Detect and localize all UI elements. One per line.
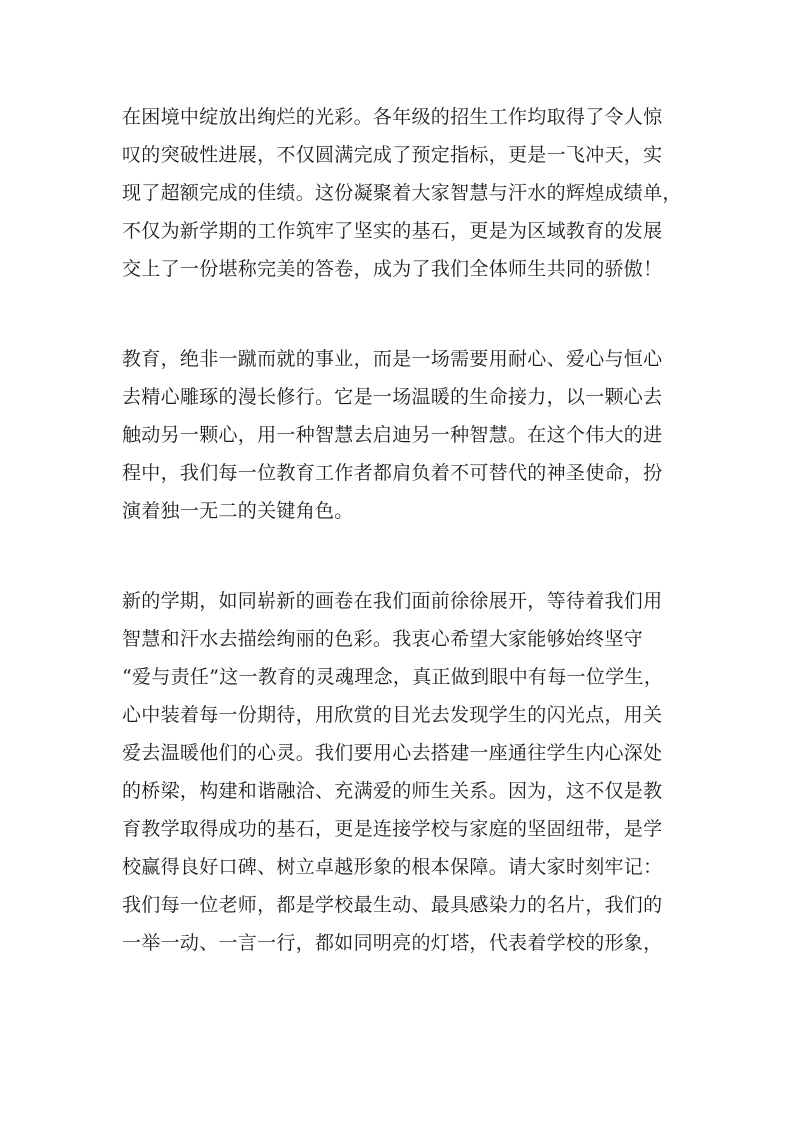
text-line: 交上了一份堪称完美的答卷，成为了我们全体师生共同的骄傲！ <box>122 258 663 280</box>
text-line: 校赢得良好口碑、树立卓越形象的根本保障。请大家时刻牢记： <box>122 856 663 878</box>
text-line: 触动另一颗心，用一种智慧去启迪另一种智慧。在这个伟大的进 <box>122 424 663 446</box>
text-line: 一举一动、一言一行，都如同明亮的灯塔，代表着学校的形象， <box>122 932 663 954</box>
text-line: 心中装着每一份期待，用欣赏的目光去发现学生的闪光点，用关 <box>122 704 663 726</box>
text-line: 我们每一位老师，都是学校最生动、最具感染力的名片，我们的 <box>122 894 663 916</box>
text-line: 不仅为新学期的工作筑牢了坚实的基石，更是为区域教育的发展 <box>122 220 663 242</box>
text-line: 爱去温暖他们的心灵。我们要用心去搭建一座通往学生内心深处 <box>122 742 663 764</box>
text-line: 新的学期，如同崭新的画卷在我们面前徐徐展开，等待着我们用 <box>122 590 663 612</box>
text-line: 现了超额完成的佳绩。这份凝聚着大家智慧与汗水的辉煌成绩单， <box>122 182 682 204</box>
text-line: 的桥梁，构建和谐融洽、充满爱的师生关系。因为，这不仅是教 <box>122 780 663 802</box>
text-line: 智慧和汗水去描绘绚丽的色彩。我衷心希望大家能够始终坚守 <box>122 628 644 650</box>
text-line: 去精心雕琢的漫长修行。它是一场温暖的生命接力，以一颗心去 <box>122 386 663 408</box>
text-line: 教育，绝非一蹴而就的事业，而是一场需要用耐心、爱心与恒心 <box>122 348 663 370</box>
text-line: 育教学取得成功的基石，更是连接学校与家庭的坚固纽带，是学 <box>122 818 663 840</box>
paragraph-spacer <box>122 288 682 340</box>
text-line: 在困境中绽放出绚烂的光彩。各年级的招生工作均取得了令人惊 <box>122 106 663 128</box>
paragraph-3 <box>122 582 682 962</box>
text-line: 程中，我们每一位教育工作者都肩负着不可替代的神圣使命，扮 <box>122 462 663 484</box>
document-body <box>122 98 682 962</box>
text-line: “爱与责任”这一教育的灵魂理念，真正做到眼中有每一位学生， <box>122 666 664 688</box>
text-line: 演着独一无二的关键角色。 <box>122 500 354 522</box>
text-line: 叹的突破性进展，不仅圆满完成了预定指标，更是一飞冲天，实 <box>122 144 663 166</box>
paragraph-1 <box>122 98 682 288</box>
paragraph-2 <box>122 340 682 530</box>
paragraph-spacer <box>122 530 682 582</box>
